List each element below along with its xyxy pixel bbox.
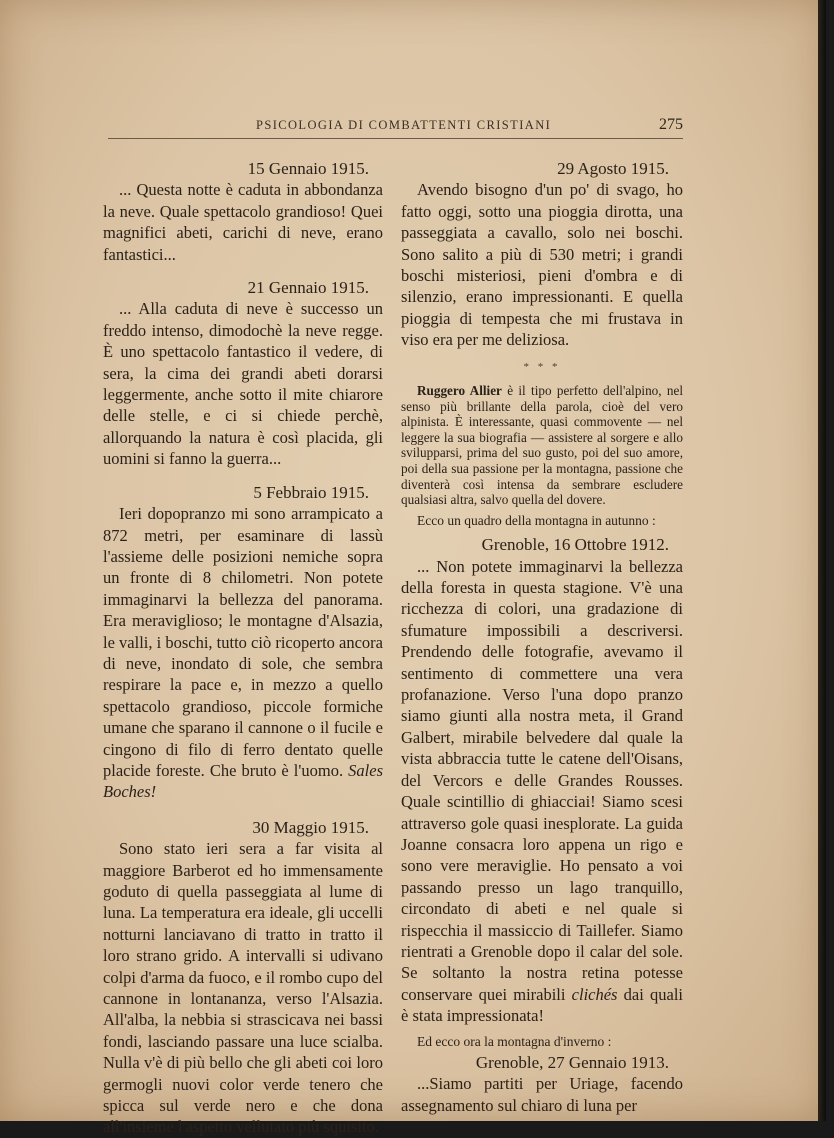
entry-date: Grenoble, 16 Ottobre 1912. [481, 535, 669, 555]
entry-text: Avendo bisogno d'un po' di svago, ho fatto oggi, sotto una pioggia dirotta, una passeggiata a cavallo, solo nei boschi. Sono salito a più di 530 metri; i grandi boschi misteriosi, pieni d'ombra e di silenzio, erano impressionanti. E quella pioggia di tempesta che mi frustava in viso era per me deliziosa. [401, 180, 683, 350]
italic-phrase: Sales Boches! [103, 760, 384, 802]
entry-text: ...Siamo partiti per Uriage, facendo assegnamento sul chiaro di luna per [401, 1074, 683, 1115]
biography-note: Ruggero Allier è il tipo perfetto dell'alpino, nel senso più brillante della parola, cioè del vero alpinista. È interessante, quasi commovente — nel leggere la sua biografia — assistere al sorgere e allo svilupparsi, prima del suo gusto, poi del suo amore, poi della sua passione per la montagna, passione che diventerà così intensa da sembrare escludere qualsiasi altra, salvo quella del dovere. [401, 383, 683, 508]
entry-text: Sono stato ieri sera a far visita al maggiore Barberot ed ho immensamente goduto di quella passeggiata al lume di luna. La temperatura era ideale, gli uccelli notturni lanciavano di tratto in tratto il loro strano grido. A intervalli si udivano colpi d'arma da fuoco, e il rombo cupo del cannone in lontananza, verso l'Alsazia. All'alba, la nebbia si strascicava nei bassi fondi, lasciando passare una luce scialba. Nulla v'è di più bello che gli abeti coi loro germogli nuovi color verde tenero che spicca sul verde nero e che dona all'insieme l'aspetto vellutato più squisito. [103, 839, 383, 1137]
entry-date: 15 Gennaio 1915. [247, 159, 369, 178]
entry-date: Grenoble, 27 Gennaio 1913. [475, 1052, 669, 1072]
section-separator: * * * [523, 360, 561, 373]
page-number: 275 [659, 116, 683, 133]
page-header [108, 116, 683, 139]
intro-text: Ed ecco ora la montagna d'inverno : [417, 1033, 612, 1049]
intro-text: Ecco un quadro della montagna in autunno : [417, 512, 656, 528]
entry-text: Ieri dopopranzo mi sono arrampicato a 872 metri, per esaminare di lassù l'assieme delle posizioni nemiche sopra un fronte di 8 chilometri. Non potete immaginarvi la bellezza del panorama. Era meraviglioso; le montagne d'Alsazia, le valli, i boschi, tutto ciò ricoperto ancora di neve, inondato di sole, che sembra respirare la pace e, in mezzo a quello spettacolo grandioso, piccole formiche umane che sparano il cannone o il fucile e cingono di filo di ferro dentato quelle placide foreste. Che bruto è l'uomo. Sales Boches! [103, 504, 384, 802]
right-column [401, 158, 683, 1116]
left-column [103, 158, 383, 1138]
entry-date: 30 Maggio 1915. [252, 817, 369, 837]
running-title: PSICOLOGIA DI COMBATTENTI CRISTIANI [256, 118, 552, 132]
person-name: Ruggero Allier [417, 383, 502, 399]
entry-text: ... Non potete immaginarvi la bellezza della foresta in questa stagione. V'è una ricchezza di colori, una gradazione di sfumature impossibili a descriversi. Prendendo delle fotografie, avevamo il sentimento di commettere una vera profanazione. Verso l'una dopo pranzo siamo giunti alla nostra meta, il Grand Galbert, mirabile belvedere dal quale la vista abbraccia tutte le catene dell'Oisans, del Vercors e delle Grandes Rousses. Quale scintillio di ghiacciai! Siamo scesi attraverso gole quasi inesplorate. La guida Joanne consacra loro appena un rigo e sono vere meraviglie. Ho pensato a voi passando presso un lago tranquillo, circondato di abeti e nel quale si rispecchia il massiccio di Taillefer. Siamo rientrati a Grenoble dopo il calar del sole. Se soltanto la nostra retina potesse conservare quei mirabili clichés dai quali è stata impressionata! [401, 556, 684, 1026]
entry-text: ... Questa notte è caduta in abbondanza la neve. Quale spettacolo grandioso! Quei magnifici abeti, carichi di neve, erano fantastici... [103, 180, 383, 264]
entry-text: ... Alla caduta di neve è successo un freddo intenso, dimodochè la neve regge. È uno spettacolo fantastico il vedere, di sera, la cima dei grandi abeti dorarsi leggermente, anche sotto il mite chiarore delle stelle, e ci si chiede perchè, allorquando la natura è così placida, gli uomini si fanno la guerra... [103, 299, 383, 469]
page-edge-shadow [818, 0, 826, 1121]
entry-date: 5 Febbraio 1915. [253, 482, 369, 502]
italic-word: clichés [571, 984, 618, 1004]
entry-date: 29 Agosto 1915. [557, 159, 669, 178]
entry-date: 21 Gennaio 1915. [247, 278, 369, 298]
